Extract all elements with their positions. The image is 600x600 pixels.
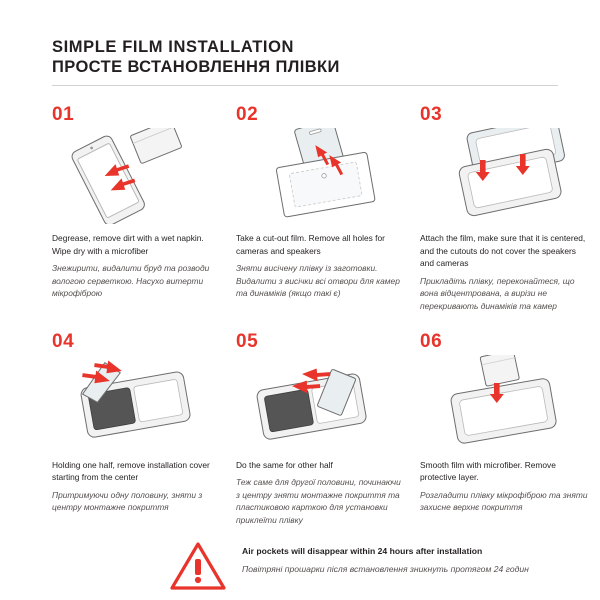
- step-caption-uk: Притримуючи одну половину, зняти з центру монтажне покриття: [52, 489, 203, 513]
- step-card-06: [420, 331, 590, 527]
- steps-grid: [52, 103, 588, 527]
- step-caption-uk: Прикладіть плівку, переконайтеся, що вона відцентрована, а вирізи не перекривають динаміків та камер: [420, 275, 575, 311]
- page-title-en: SIMPLE FILM INSTALLATION: [52, 38, 295, 56]
- smooth-microfiber-icon: [420, 355, 590, 451]
- page-title-uk: ПРОСТЕ ВСТАНОВЛЕННЯ ПЛІВКИ: [52, 57, 340, 76]
- step-card-05: [236, 331, 406, 527]
- step-caption-uk: Теж саме для другої половини, починаючи з центру зняти монтажне покриття та пластиковою карткою для установки приклеїти плівку: [236, 477, 401, 526]
- squeegee-card-icon: [236, 355, 406, 451]
- footer-note-en: Air pockets will disappear within 24 hours after installation: [242, 545, 483, 556]
- step-caption-en: Take a cut-out film. Remove all holes for cameras and speakers: [236, 232, 385, 256]
- step-number: 05: [236, 330, 259, 352]
- film-cutout-holes-icon: [236, 128, 406, 224]
- header: [52, 38, 558, 86]
- step-card-02: [236, 104, 406, 313]
- step-caption-uk: Знежирити, видалити бруд та розводи вологою серветкою. Насухо витерти мікрофіброю: [52, 263, 210, 299]
- warning-triangle-icon: [170, 541, 226, 596]
- film-align-phone-icon: [420, 128, 590, 224]
- step-number: 03: [420, 103, 443, 125]
- step-caption-en: Holding one half, remove installation cover starting from the center: [52, 459, 210, 483]
- header-divider: [52, 85, 558, 86]
- step-number: 01: [52, 103, 75, 125]
- step-caption-en: Do the same for other half: [236, 459, 333, 470]
- grid-row-spacer: [420, 315, 590, 329]
- peel-half-liner-icon: [52, 355, 222, 451]
- step-card-01: [52, 104, 222, 313]
- footer-note-uk: Повітряні прошарки після встановлення зникнуть протягом 24 годин: [242, 563, 529, 574]
- step-caption-uk: Зняти висічену плівку із заготовки. Видалити з висічки всі отвори для камер та динаміків (якщо такі є): [236, 263, 400, 299]
- grid-row-spacer: [236, 315, 406, 329]
- step-caption-en: Attach the film, make sure that it is centered, and the cutouts do not cover the speakers and cameras: [420, 232, 586, 269]
- step-caption-en: Smooth film with microfiber. Remove protective layer.: [420, 459, 556, 483]
- step-number: 02: [236, 103, 259, 125]
- step-caption-en: Degrease, remove dirt with a wet napkin. Wipe dry with a microfiber: [52, 232, 204, 256]
- step-caption-uk: Розгладити плівку мікрофіброю та зняти захисне верхнє покриття: [420, 489, 588, 513]
- step-number: 06: [420, 330, 443, 352]
- phone-wipe-cloth-icon: [52, 128, 222, 224]
- grid-row-spacer: [52, 315, 222, 329]
- step-card-03: [420, 104, 590, 313]
- step-card-04: [52, 331, 222, 527]
- step-number: 04: [52, 330, 75, 352]
- footer-text-block: [242, 539, 529, 576]
- footer-note: [52, 539, 558, 596]
